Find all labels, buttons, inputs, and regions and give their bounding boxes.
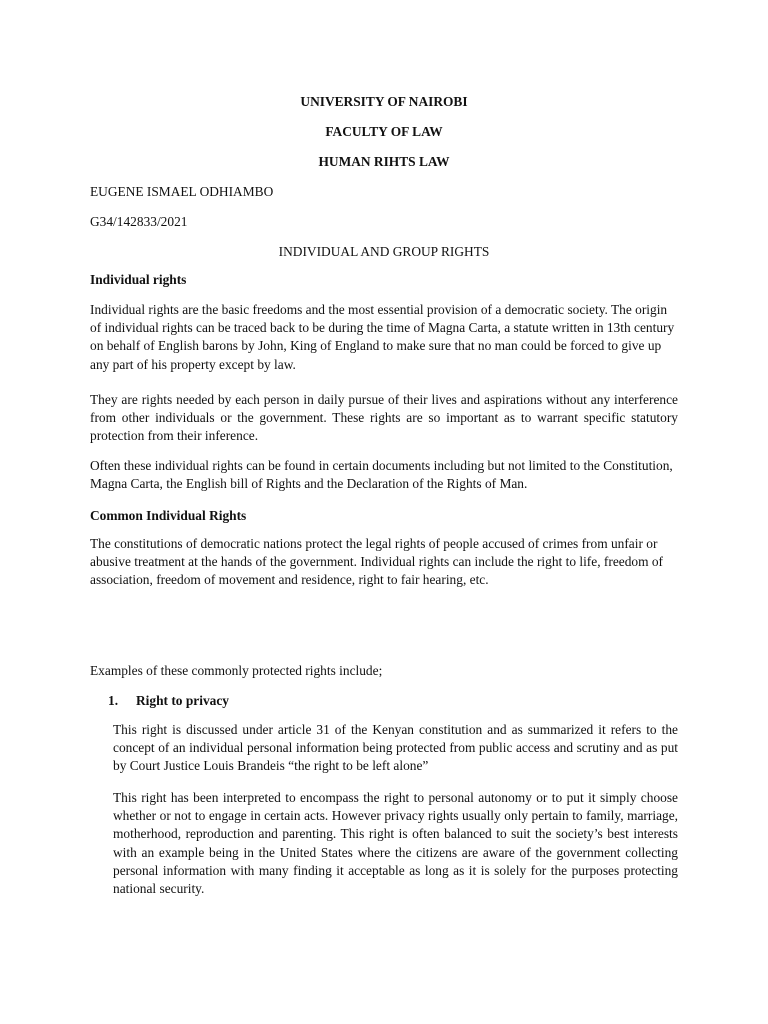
section-heading-privacy: Right to privacy <box>136 693 229 708</box>
faculty-title: FACULTY OF LAW <box>325 124 443 139</box>
list-number: 1. <box>108 693 119 708</box>
examples-intro: Examples of these commonly protected rights include; <box>90 663 383 678</box>
paragraph-privacy-2: This right has been interpreted to encompass the right to personal autonomy or to put it simply choose whether or not to engage in certain acts. However privacy rights usually only pertain to family, marriage, motherhood, reproduction and parenting. This right is often balanced to suit the society’s best interests with an example being in the United States where the citizens are aware of the government collecting personal information with many finding it acceptable as long as it is solely for the purposes protecting national security. <box>113 790 678 897</box>
paragraph-common-rights: The constitutions of democratic nations protect the legal rights of people accused of crimes from unfair or abusive treatment at the hands of the government. Individual rights can include the right to life, freedom of association, freedom of movement and residence, right to fair hearing, etc. <box>90 536 664 588</box>
document-title: INDIVIDUAL AND GROUP RIGHTS <box>278 244 490 259</box>
paragraph-individual-rights-1: Individual rights are the basic freedoms and the most essential provision of a democratic society. The origin of individual rights can be traced back to be during the time of Magna Carta, a statute written in 13th century on behalf of English barons by John, King of England to make sure that no man could be forced to give up any part of his property except by law. <box>90 302 675 372</box>
section-heading-common-rights: Common Individual Rights <box>90 508 247 523</box>
student-name: EUGENE ISMAEL ODHIAMBO <box>90 184 274 199</box>
university-title: UNIVERSITY OF NAIROBI <box>300 94 468 109</box>
paragraph-individual-rights-3: Often these individual rights can be found in certain documents including but not limited to the Constitution, Magna Carta, the English bill of Rights and the Declaration of the Rights of Man. <box>90 458 673 492</box>
paragraph-privacy-1: This right is discussed under article 31 of the Kenyan constitution and as summarized it refers to the concept of an individual personal information being protected from public access and scrutiny and as put by Court Justice Louis Brandeis “the right to be left alone” <box>113 722 678 774</box>
section-heading-individual-rights: Individual rights <box>90 272 187 287</box>
registration-number: G34/142833/2021 <box>90 214 188 229</box>
course-title: HUMAN RIHTS LAW <box>318 154 450 169</box>
paragraph-individual-rights-2: They are rights needed by each person in daily pursue of their lives and aspirations without any interference from other individuals or the government. These rights are so important as to warrant specific statutory protection from their inference. <box>90 392 678 444</box>
